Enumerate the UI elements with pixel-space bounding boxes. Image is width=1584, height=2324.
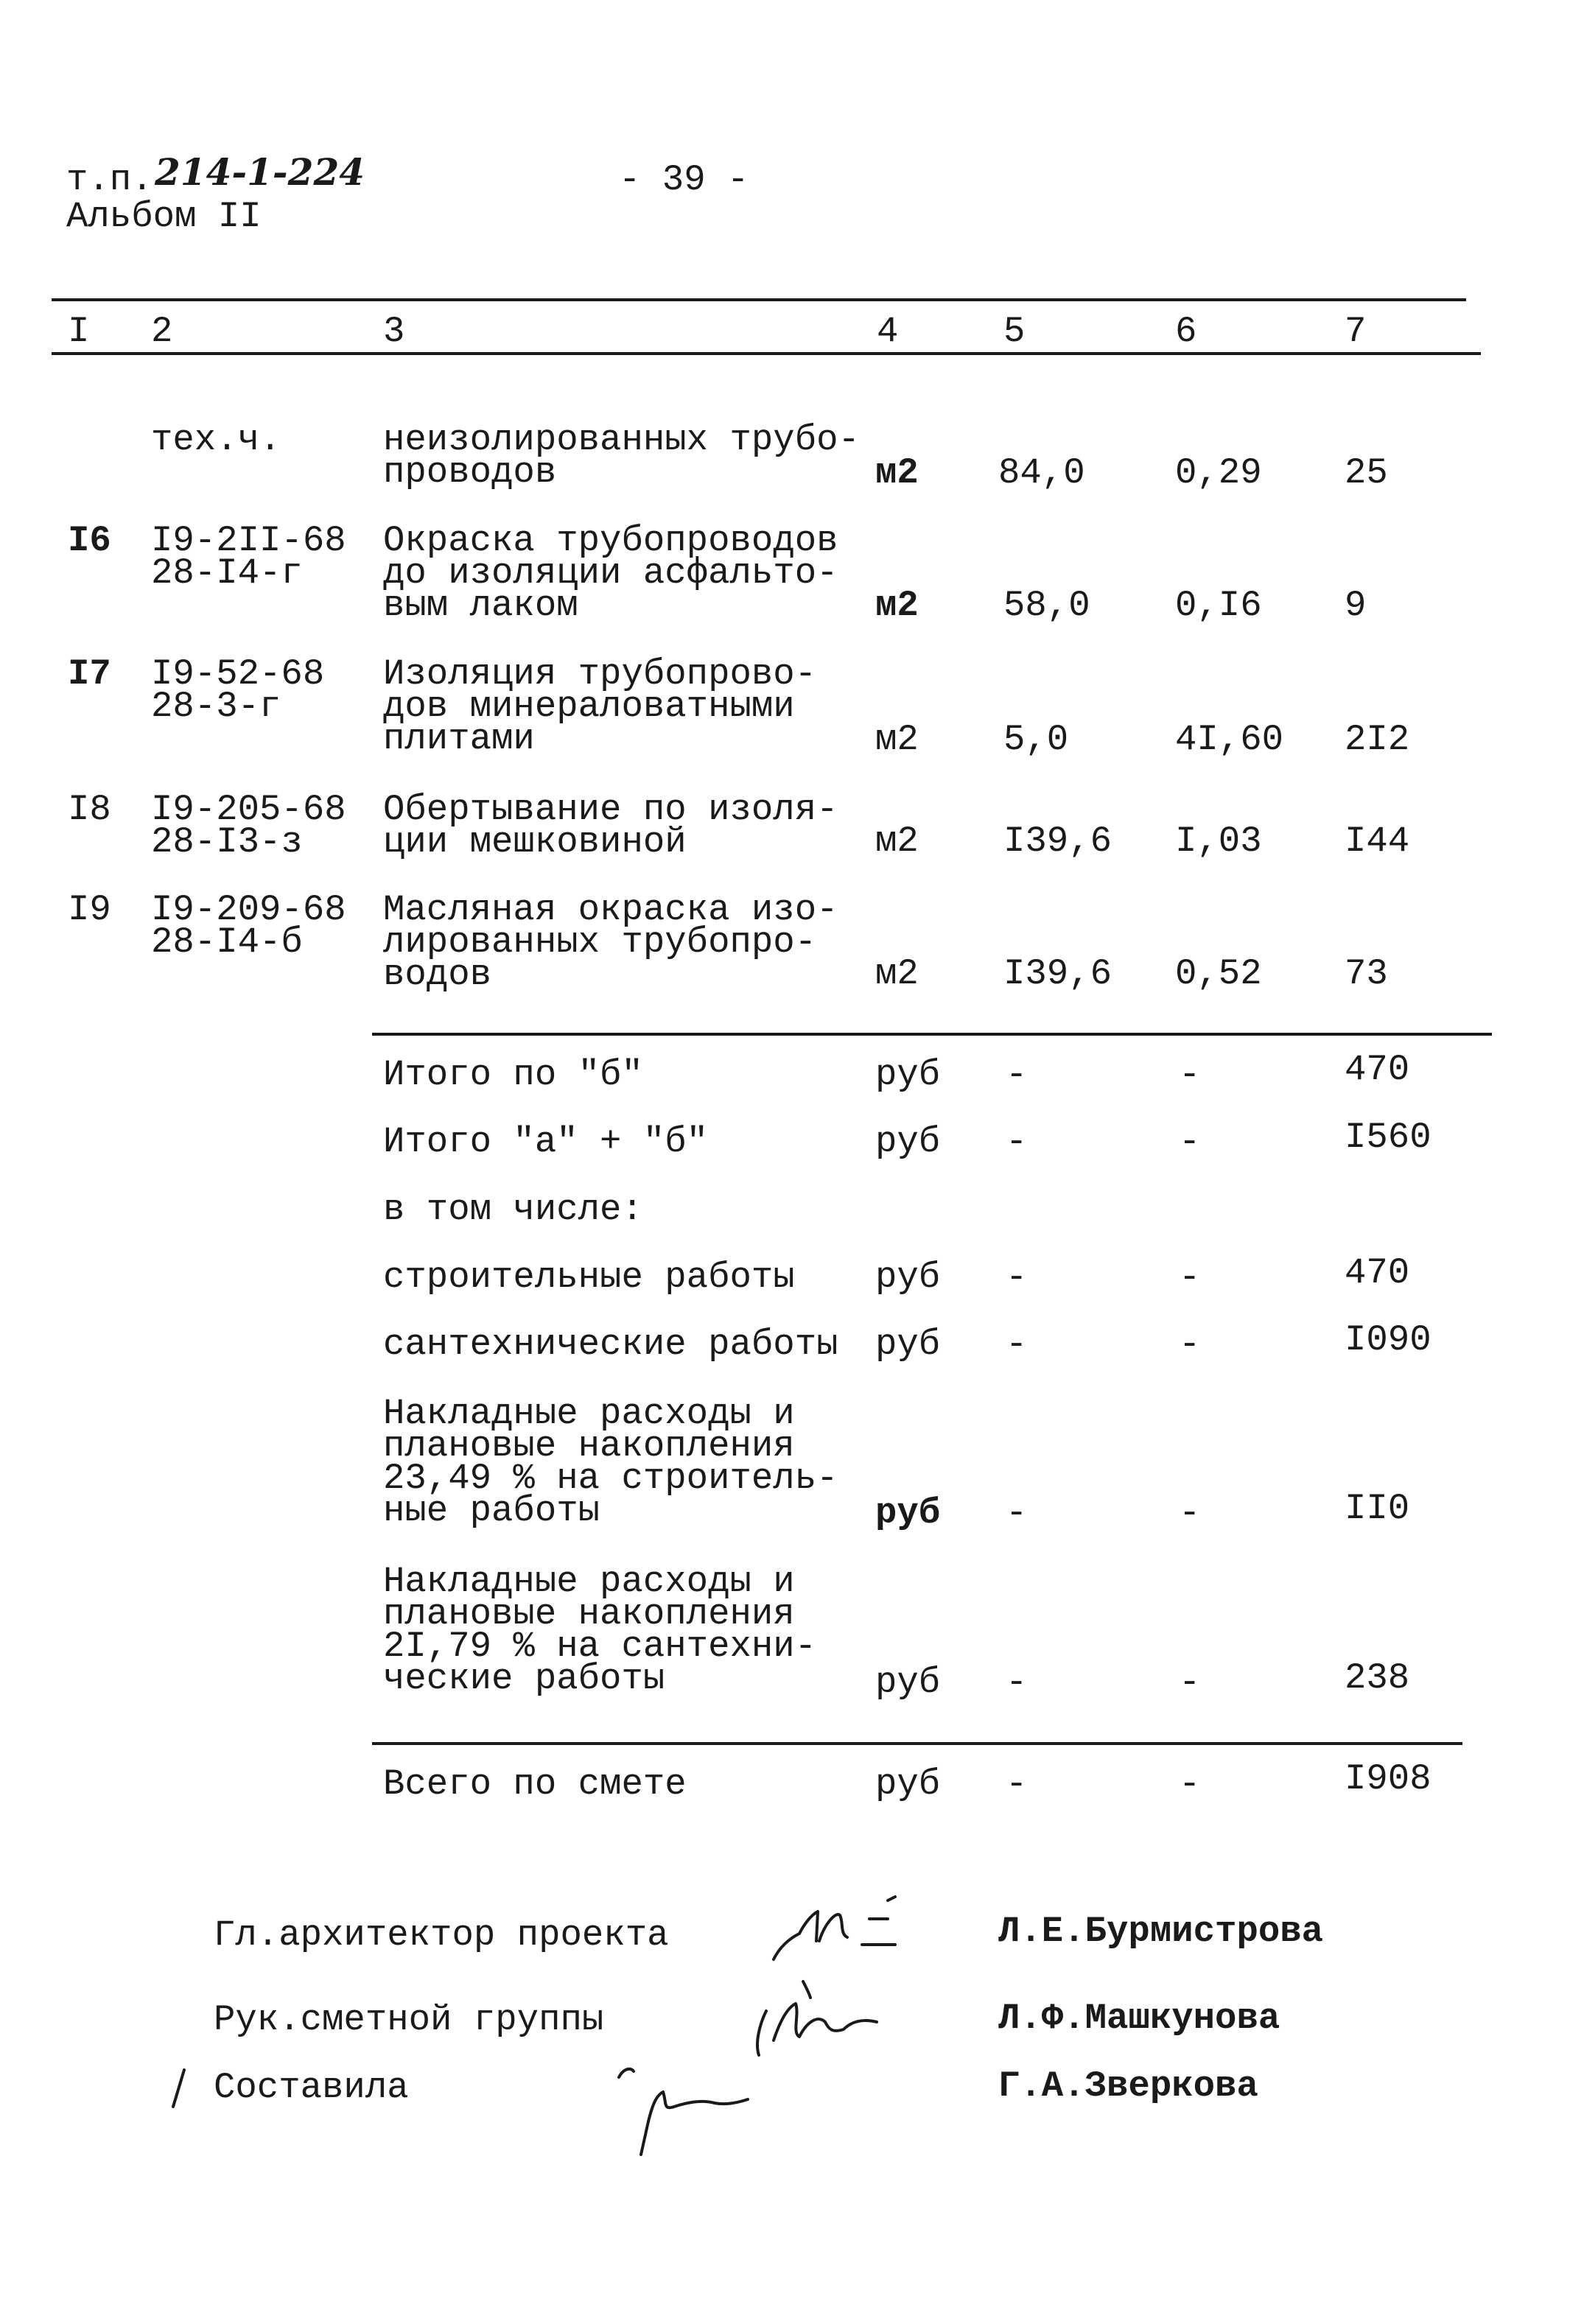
row-price: 0,52 <box>1175 953 1262 994</box>
row-cost: 25 <box>1345 452 1388 494</box>
total-unit: руб <box>875 1492 941 1534</box>
total-price: - <box>1179 1054 1201 1095</box>
row-unit: м2 <box>875 821 919 862</box>
total-label: Накладные расходы и плановые накопления 2I,79 % на сантехни- ческие работы <box>383 1561 817 1699</box>
total-unit: руб <box>875 1257 941 1298</box>
total-label: Итого "а" + "б" <box>383 1121 709 1162</box>
signature-name: Г.А.Зверкова <box>998 2065 1258 2107</box>
grand-total-unit: руб <box>875 1763 941 1805</box>
total-price: - <box>1179 1324 1201 1365</box>
total-cost: 238 <box>1345 1657 1410 1699</box>
signature-mark <box>757 1981 877 2055</box>
row-cost: I44 <box>1345 821 1410 862</box>
total-cost: 470 <box>1345 1252 1410 1293</box>
signature-name: Л.Ф.Машкунова <box>998 1998 1280 2039</box>
tp-prefix: т.п. <box>66 159 153 200</box>
totals-top-rule <box>372 1033 1492 1036</box>
row-num: I8 <box>68 789 111 830</box>
row-qty: 58,0 <box>1003 585 1090 626</box>
signature-role: Гл.архитектор проекта <box>214 1914 669 1956</box>
total-unit: руб <box>875 1662 941 1703</box>
total-label: строительные работы <box>383 1257 795 1298</box>
row-num: I6 <box>68 520 111 561</box>
total-qty: - <box>1006 1662 1028 1703</box>
grand-total-qty: - <box>1006 1763 1028 1805</box>
album-label: Альбом II <box>66 196 262 237</box>
header-top-rule <box>52 298 1466 301</box>
total-qty: - <box>1006 1121 1028 1162</box>
row-code: I9-205-68 28-I3-з <box>151 789 346 863</box>
signature-role: Составила <box>214 2067 409 2108</box>
margin-mark <box>173 2070 184 2107</box>
row-cost: 9 <box>1345 585 1367 626</box>
row-unit: м2 <box>875 452 919 494</box>
row-desc: Изоляция трубопрово- дов минераловатными плитами <box>383 653 817 759</box>
row-unit: м2 <box>875 719 919 760</box>
row-code: I9-209-68 28-I4-б <box>151 889 346 963</box>
signature-name: Л.Е.Бурмистрова <box>998 1911 1324 1952</box>
row-qty: I39,6 <box>1003 821 1112 862</box>
signature-mark <box>619 2069 748 2155</box>
row-cost: 73 <box>1345 953 1388 994</box>
row-num: I7 <box>68 653 111 695</box>
signature-mark <box>774 1897 895 1959</box>
tp-number: 214-1-224 <box>155 150 365 194</box>
grand-total-rule <box>372 1742 1462 1745</box>
row-price: 0,I6 <box>1175 585 1262 626</box>
col-header-6: 6 <box>1175 311 1197 352</box>
total-cost: I560 <box>1345 1117 1431 1158</box>
col-header-5: 5 <box>1003 311 1026 352</box>
col-header-1: I <box>68 311 90 352</box>
col-header-4: 4 <box>877 311 899 352</box>
row-price: I,03 <box>1175 821 1262 862</box>
total-unit: руб <box>875 1054 941 1095</box>
row-price: 0,29 <box>1175 452 1262 494</box>
total-qty: - <box>1006 1492 1028 1534</box>
total-qty: - <box>1006 1324 1028 1365</box>
total-price: - <box>1179 1257 1201 1298</box>
total-qty: - <box>1006 1257 1028 1298</box>
row-unit: м2 <box>875 585 919 626</box>
row-qty: 84,0 <box>998 452 1085 494</box>
col-header-7: 7 <box>1345 311 1367 352</box>
row-num: I9 <box>68 889 111 930</box>
row-desc: Обертывание по изоля- ции мешковиной <box>383 789 838 863</box>
total-unit: руб <box>875 1121 941 1162</box>
total-label: Итого по "б" <box>383 1054 643 1095</box>
grand-total-price: - <box>1179 1763 1201 1805</box>
grand-total-cost: I908 <box>1345 1758 1431 1800</box>
row-qty: I39,6 <box>1003 953 1112 994</box>
total-label: Накладные расходы и плановые накопления 23,49 % на строитель- ные работы <box>383 1393 838 1531</box>
total-cost: I090 <box>1345 1319 1431 1361</box>
signature-role: Рук.сметной группы <box>214 1999 604 2040</box>
row-desc: неизолированных трубо- проводов <box>383 419 860 493</box>
total-cost: II0 <box>1345 1488 1410 1529</box>
total-cost: 470 <box>1345 1049 1410 1090</box>
header-bottom-rule <box>52 352 1481 355</box>
col-header-2: 2 <box>151 311 173 352</box>
row-desc: Масляная окраска изо- лированных трубопро- водов <box>383 889 838 995</box>
total-qty: - <box>1006 1054 1028 1095</box>
row-unit: м2 <box>875 953 919 994</box>
total-label: сантехнические работы <box>383 1324 838 1365</box>
page-number: - 39 - <box>619 159 749 200</box>
row-price: 4I,60 <box>1175 719 1284 760</box>
total-price: - <box>1179 1662 1201 1703</box>
grand-total-label: Всего по смете <box>383 1763 687 1805</box>
total-price: - <box>1179 1121 1201 1162</box>
total-unit: руб <box>875 1324 941 1365</box>
row-desc: Окраска трубопроводов до изоляции асфальто- вым лаком <box>383 520 838 626</box>
col-header-3: 3 <box>383 311 405 352</box>
row-code: тех.ч. <box>151 419 281 460</box>
total-price: - <box>1179 1492 1201 1534</box>
row-code: I9-2II-68 28-I4-г <box>151 520 346 594</box>
row-code: I9-52-68 28-3-г <box>151 653 325 727</box>
total-label: в том числе: <box>383 1189 643 1230</box>
row-cost: 2I2 <box>1345 719 1410 760</box>
row-qty: 5,0 <box>1003 719 1069 760</box>
